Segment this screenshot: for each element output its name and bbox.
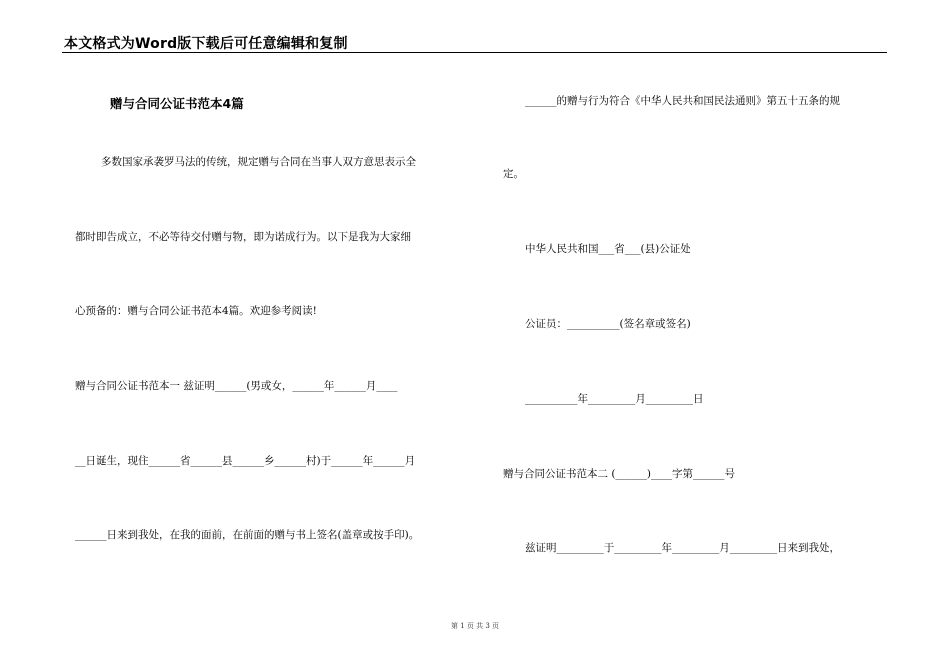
document-title: 赠与合同公证书范本4篇 [110,96,244,111]
paragraph-line: 公证员：__________(签名章或签名) [525,318,691,330]
paragraph-line: 都时即告成立，不必等待交付赠与物，即为诺成行为。以下是我为大家细 [75,231,411,243]
paragraph-line: 赠与合同公证书范本二 (______)____字第______号 [503,468,736,480]
paragraph-line: ______的赠与行为符合《中华人民共和国民法通则》第五十五条的规 [525,95,840,107]
paragraph-line: __________年_________月_________日 [525,393,704,405]
paragraph-line: 中华人民共和国___省___(县)公证处 [525,243,691,255]
header-divider [62,52,887,53]
paragraph-line: 定。 [503,168,524,180]
paragraph-line: 多数国家承袭罗马法的传统，规定赠与合同在当事人双方意思表示全 [101,156,416,168]
paragraph-line: __日诞生，现住______省______县______乡______村)于______年______月 [75,455,416,467]
paragraph-line: 心预备的：赠与合同公证书范本4篇。欢迎参考阅读! [75,305,317,317]
paragraph-line: 赠与合同公证书范本一 兹证明______(男或女，______年______月____ [75,380,398,392]
document-header-title: 本文格式为Word版下载后可任意编辑和复制 [64,36,348,52]
page-footer: 第 1 页 共 3 页 [450,622,500,630]
paragraph-line: ______日来到我处，在我的面前，在前面的赠与书上签名(盖章或按手印)。 [75,529,420,541]
paragraph-line: 兹证明_________于_________年_________月_________日来到我处， [525,542,840,554]
